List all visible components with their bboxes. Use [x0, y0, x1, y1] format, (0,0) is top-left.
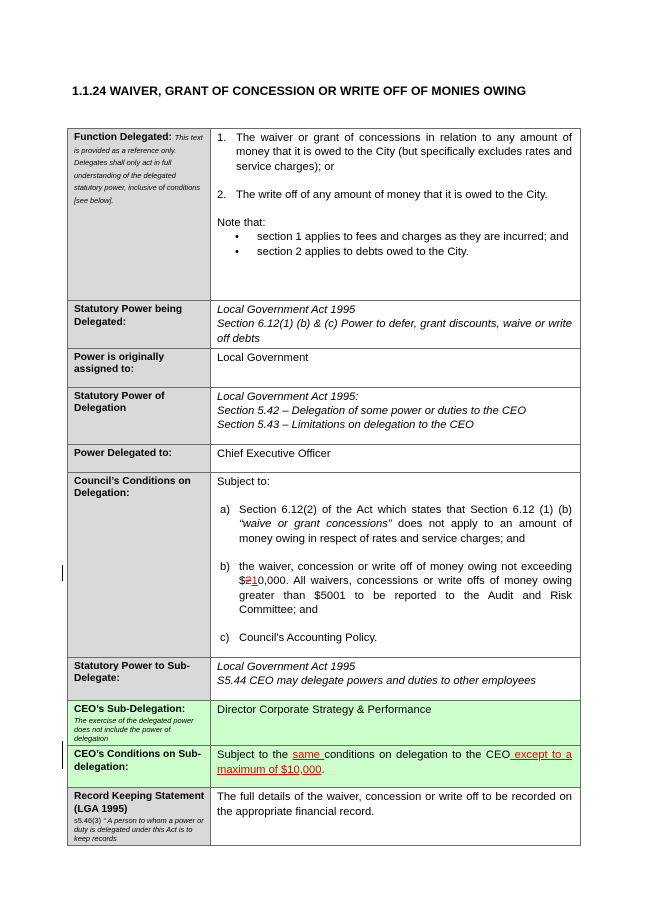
inserted-text: except to a maximum of $10,000	[217, 749, 573, 776]
value-cell: The full details of the waiver, concession or write off to be recorded on the appropriate financial record.	[211, 788, 581, 846]
label-cell: Statutory Power being Delegated:	[68, 301, 211, 349]
act-name: Local Government Act 1995:	[217, 390, 359, 403]
bullet-text: section 1 applies to fees and charges as they are incurred; and	[257, 231, 569, 244]
label-cell: CEO’s Conditions on Sub-delegation:	[68, 746, 211, 788]
label-cell: Statutory Power to Sub-Delegate:	[68, 657, 211, 700]
row-council-conditions	[68, 472, 581, 657]
record-sub: s5.46(3) “ A person to whom a power or duty is delegated under this Act is to keep records	[74, 816, 204, 844]
function-note: This text is provided as a reference only. Delegates shall only act in full understanding of the delegated statutory power, inclusive of conditions [see below].	[74, 133, 203, 205]
bullet-item	[217, 230, 572, 244]
row-power-of-delegation	[68, 387, 581, 444]
label-cell	[68, 700, 211, 746]
item-text: Council’s Accounting Policy.	[239, 632, 378, 645]
condition-item	[217, 503, 572, 546]
revision-bar	[62, 565, 63, 581]
value-cell	[211, 472, 581, 657]
delegation-table	[67, 128, 581, 846]
row-ceo-sub-delegation	[68, 700, 581, 746]
item-number: 1.	[217, 132, 227, 144]
value-cell	[211, 129, 581, 301]
row-sub-delegate	[68, 657, 581, 700]
section-text: Section 6.12(1) (b) & (c) Power to defer, grant discounts, waive or write off debts	[217, 318, 572, 345]
label-cell	[68, 788, 211, 846]
label-cell: Statutory Power of Delegation	[68, 387, 211, 444]
row-record-keeping	[68, 788, 581, 846]
conditions-intro: Subject to:	[217, 475, 270, 488]
record-label: Record Keeping Statement (LGA 1995)	[74, 791, 205, 815]
value-cell: Subject to the same conditions on delegation to the CEO except to a maximum of $10,000.	[211, 746, 581, 788]
inserted-text: same	[292, 749, 325, 762]
revision-bar	[62, 741, 63, 769]
label-cell	[68, 129, 211, 301]
row-power-delegated-to	[68, 444, 581, 472]
numbered-item	[217, 188, 572, 202]
row-statutory-power	[68, 301, 581, 349]
bullet-item	[217, 245, 572, 259]
bullet-icon: •	[235, 231, 239, 244]
deleted-text: 2	[245, 575, 252, 588]
label-cell: Power Delegated to:	[68, 444, 211, 472]
function-label: Function Delegated:	[74, 132, 172, 143]
section-heading: 1.1.24 WAIVER, GRANT OF CONCESSION OR WRITE OFF OF MONIES OWING	[72, 84, 527, 98]
row-function-delegated	[68, 129, 581, 301]
section-text: Section 5.43 – Limitations on delegation to the CEO	[217, 419, 474, 432]
row-ceo-conditions	[68, 746, 581, 788]
value-cell: Local Government	[211, 348, 581, 387]
ceo-sub-note: The exercise of the delegated power does not include the power of delegation	[74, 716, 194, 744]
note-intro: Note that:	[217, 217, 266, 230]
row-power-assigned	[68, 348, 581, 387]
section-text: Section 5.42 – Delegation of some power or duties to the CEO	[217, 405, 527, 418]
section-text: S5.44 CEO may delegate powers and duties to other employees	[217, 675, 537, 688]
item-letter: b)	[220, 561, 230, 574]
inserted-text: 1	[251, 575, 258, 588]
item-text: Section 6.12(2) of the Act which states that Section 6.12 (1) (b) “waive or grant concessions” does not apply to an amount of money owing in respect of rates and service charges; and	[239, 504, 573, 545]
item-letter: a)	[220, 504, 230, 517]
value-cell	[211, 301, 581, 349]
value-cell	[211, 657, 581, 700]
item-text: the waiver, concession or write off of money owing not exceeding $210,000. All waivers, concessions or write offs of money owing greater than $5001 to be reported to the Audit and Risk Committee; and	[239, 561, 572, 616]
value-cell: Chief Executive Officer	[211, 444, 581, 472]
item-letter: c)	[220, 632, 230, 645]
item-number: 2.	[217, 188, 227, 201]
bullet-icon: •	[235, 245, 239, 258]
ceo-sub-label: CEO’s Sub-Delegation:	[74, 703, 186, 715]
value-cell: Director Corporate Strategy & Performance	[211, 700, 581, 746]
act-name: Local Government Act 1995	[217, 304, 356, 316]
numbered-item	[217, 131, 572, 174]
act-name: Local Government Act 1995	[217, 660, 356, 673]
label-cell: Power is originally assigned to:	[68, 348, 211, 387]
condition-item	[217, 631, 572, 645]
item-text: The write off of any amount of money that it is owed to the City.	[236, 188, 548, 201]
value-cell	[211, 387, 581, 444]
label-cell: Council’s Conditions on Delegation:	[68, 472, 211, 657]
item-text: The waiver or grant of concessions in relation to any amount of money that it is owed to the City (but specifically excludes rates and service charges); or	[236, 132, 572, 173]
condition-item	[217, 560, 572, 617]
bullet-text: section 2 applies to debts owed to the City.	[257, 245, 469, 258]
